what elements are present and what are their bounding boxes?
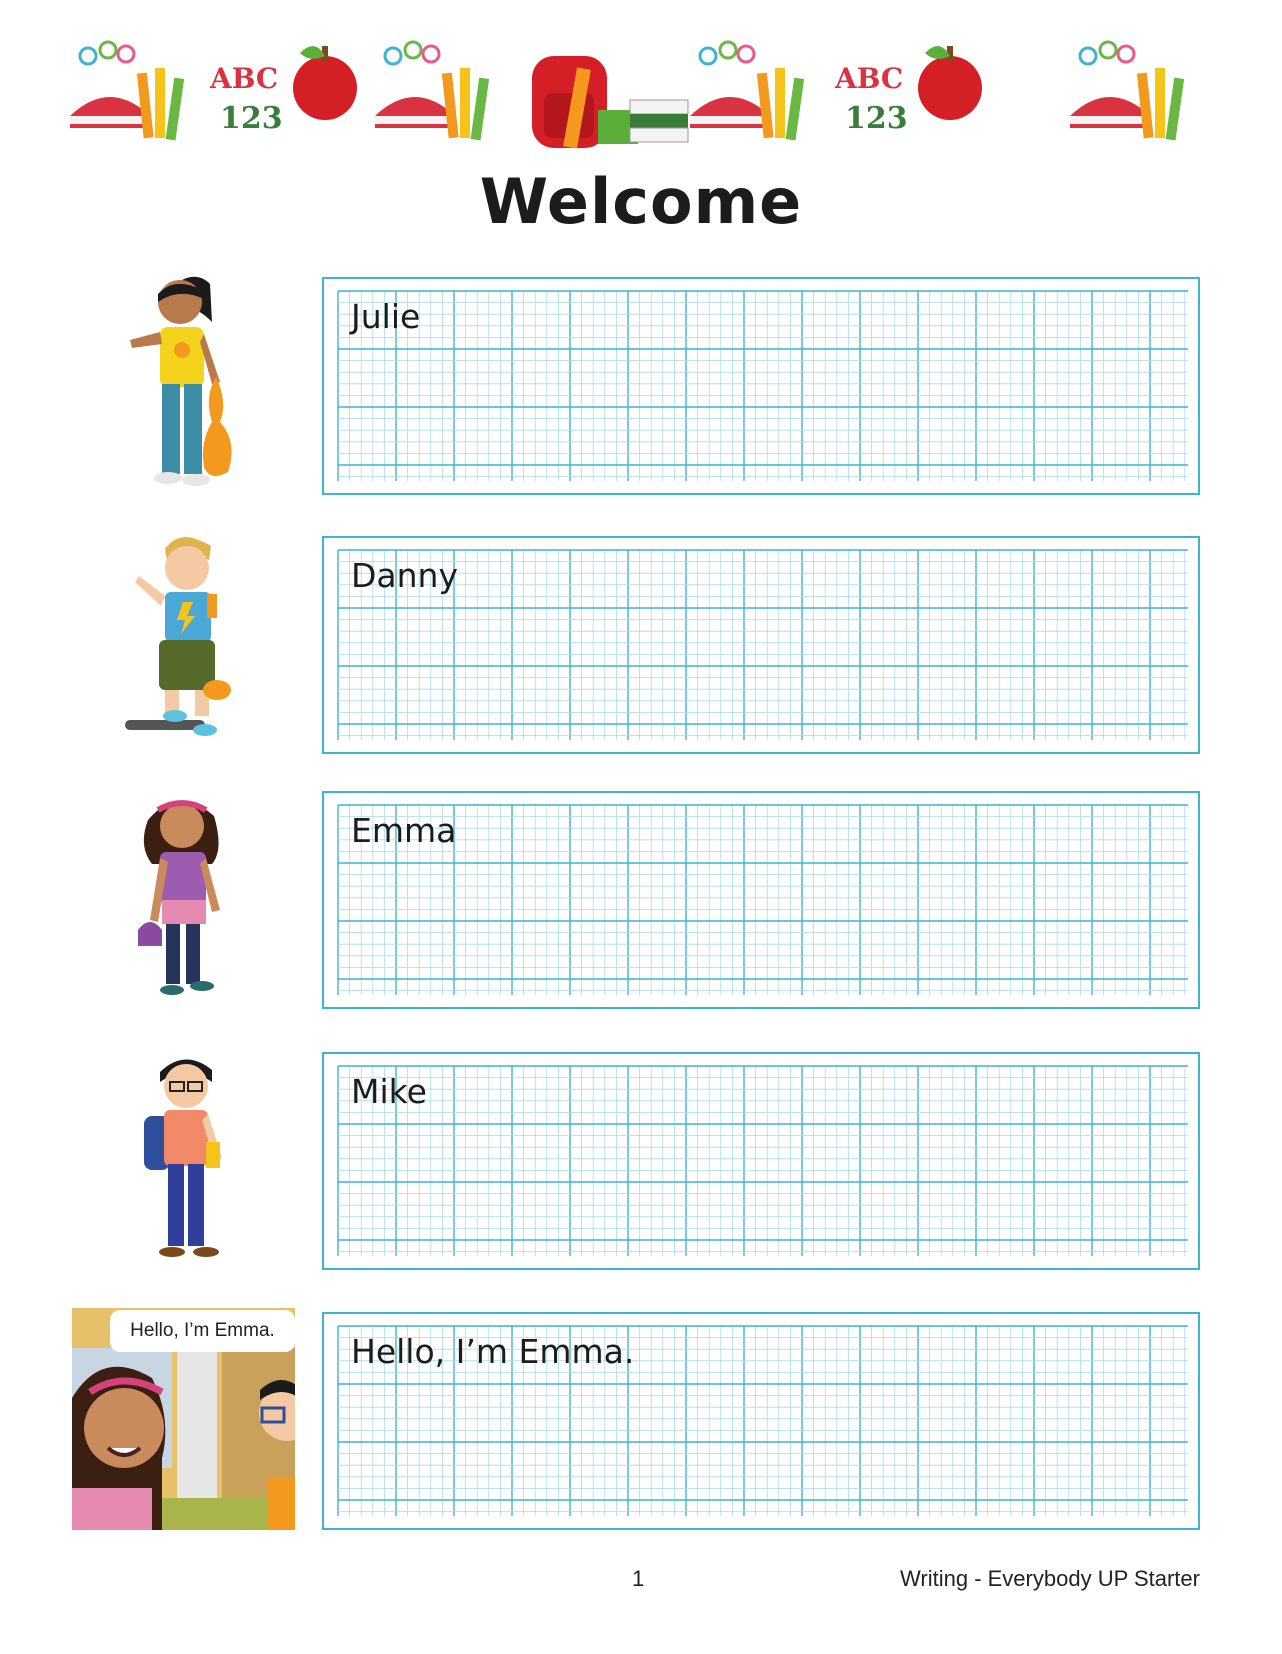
boy-with-backpack-icon (130, 1048, 240, 1273)
practice-word: Emma (351, 811, 457, 850)
pencils-eraser-icon (70, 42, 184, 140)
practice-word: Julie (351, 297, 421, 336)
writing-practice-box[interactable] (322, 1312, 1200, 1530)
girl-with-purse-icon (128, 790, 248, 1015)
pencils-eraser-icon (375, 42, 489, 140)
pencils-eraser-icon (1070, 42, 1184, 140)
practice-word: Mike (351, 1072, 427, 1111)
writing-practice-box[interactable] (322, 536, 1200, 754)
practice-grid (324, 1054, 1200, 1270)
school-supplies-banner (70, 38, 1205, 158)
svg-text:ABC: ABC (835, 62, 904, 95)
book-title: Writing - Everybody UP Starter (900, 1566, 1200, 1591)
practice-word: Danny (351, 556, 458, 595)
abc-123-apple-icon (209, 46, 357, 136)
practice-word: Hello, I’m Emma. (351, 1332, 635, 1371)
page-number: 1 (632, 1566, 645, 1591)
abc-123-apple-icon (834, 46, 982, 136)
girl-with-guitar-icon (120, 272, 250, 497)
writing-practice-box[interactable] (322, 277, 1200, 495)
speech-bubble: Hello, I’m Emma. (110, 1310, 295, 1352)
svg-text:ABC: ABC (210, 62, 279, 95)
svg-text:123: 123 (845, 101, 908, 136)
comic-scene-icon (72, 1308, 295, 1530)
boy-with-skateboard-icon (125, 530, 245, 755)
writing-practice-box[interactable] (322, 1052, 1200, 1270)
backpack-books-icon (532, 56, 688, 149)
practice-grid (324, 279, 1200, 495)
pencils-eraser-icon (690, 42, 804, 140)
svg-text:123: 123 (220, 101, 283, 136)
page-title: Welcome (479, 165, 803, 238)
writing-practice-box[interactable] (322, 791, 1200, 1009)
